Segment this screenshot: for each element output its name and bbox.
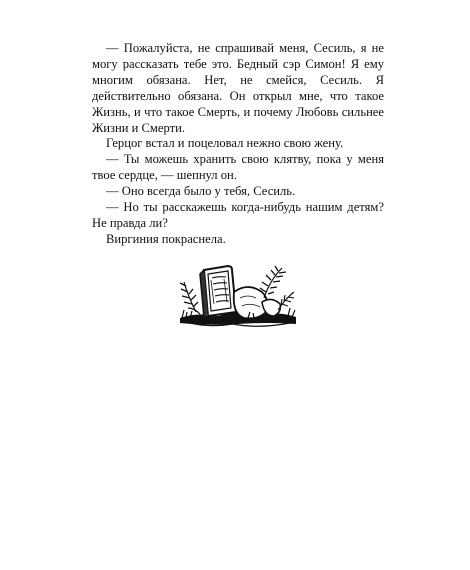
paragraph-2: Герцог встал и поцеловал нежно свою жену. — [106, 136, 344, 151]
text-block — [92, 41, 384, 248]
paragraph-1: — Пожалуйста, не спрашивай меня, Сесиль, я не могу рассказать тебе это. Бедный сэр Симон! Я ему многим обязана. Нет, не смейся, Сесиль. Я действительно обязана. Он открыл мне, что такое Жизнь, и что такое Смерть, и почему Любовь сильнее Жизни и Смерти. — [92, 41, 384, 135]
paragraph-6: Виргиния покраснела. — [106, 231, 226, 246]
tombstone-with-ferns-vignette-icon — [178, 252, 298, 330]
paragraph-4: — Оно всегда было у тебя, Сесиль. — [106, 184, 296, 199]
paragraph-3: — Ты можешь хранить свою клятву, пока у меня твое сердце, — шепнул он. — [92, 152, 384, 183]
paragraph-5: — Но ты расскажешь когда-нибудь нашим детям? Не правда ли? — [92, 200, 384, 230]
